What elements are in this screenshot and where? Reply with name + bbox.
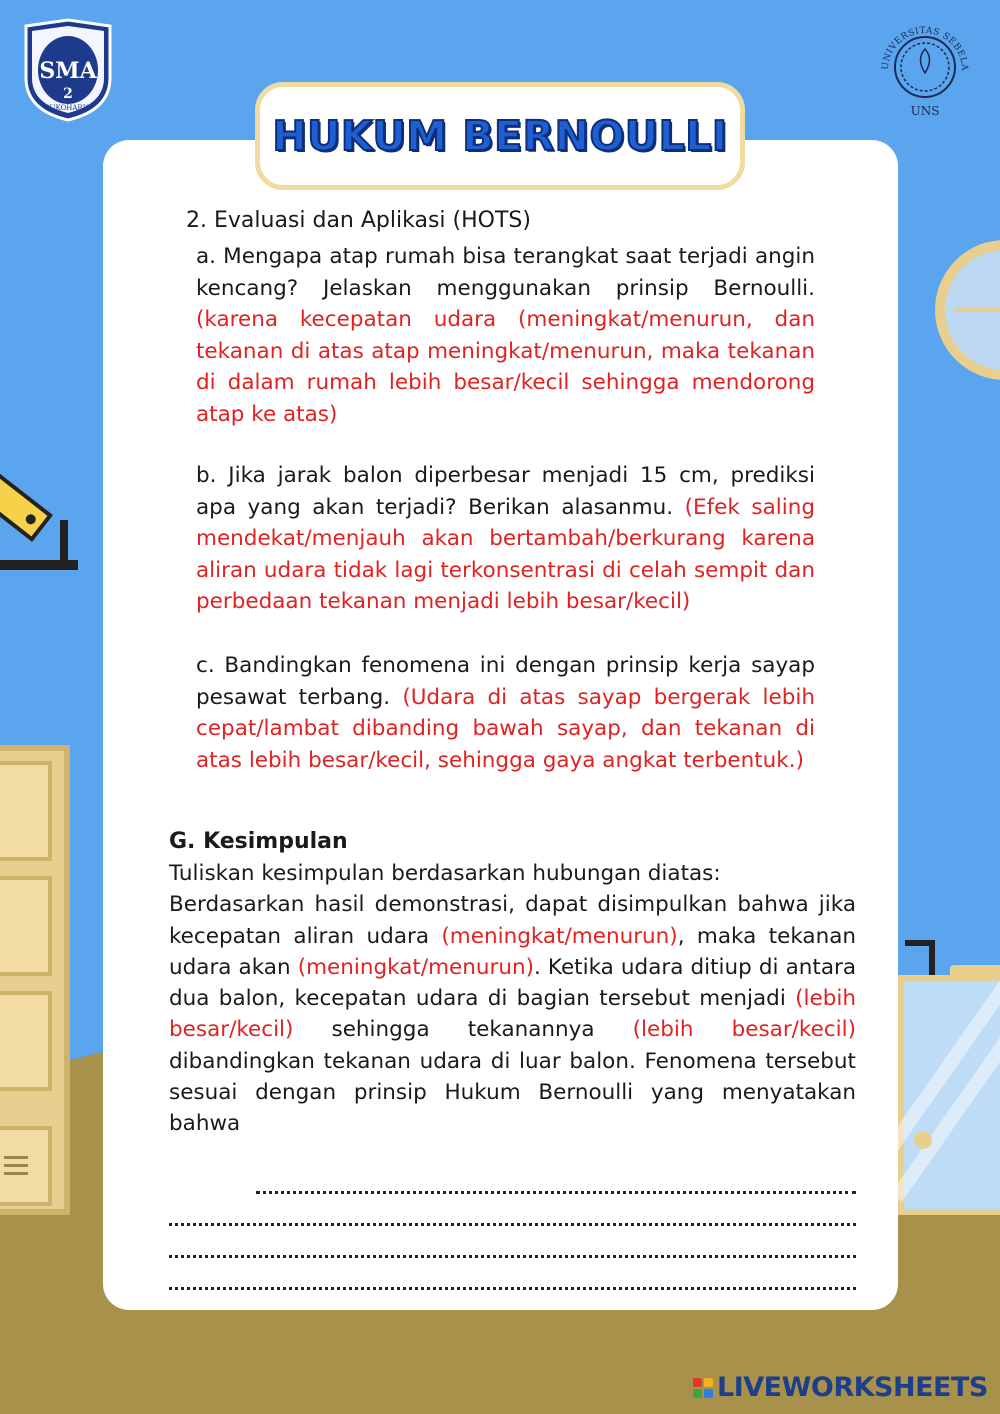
answer-line[interactable] <box>169 1254 856 1258</box>
wall-clock <box>935 240 1000 380</box>
conclusion-blank-2[interactable]: (meningkat/menurun) <box>297 954 534 980</box>
brand-square <box>693 1389 702 1398</box>
university-logo-caption: UNS <box>910 104 940 118</box>
conclusion-body <box>169 858 856 1140</box>
school-logo-letters: SMA <box>39 58 97 84</box>
lab-tool-post <box>60 520 68 565</box>
shelf-slot <box>0 991 52 1091</box>
liveworksheets-text: LIVEWORKSHEETS <box>717 1372 988 1403</box>
university-logo-ring-text: UNIVERSITAS SEBELA <box>880 25 970 72</box>
answer-line[interactable] <box>169 1286 856 1290</box>
conclusion-heading: G. Kesimpulan <box>169 829 348 854</box>
question-a <box>196 241 815 430</box>
school-logo <box>20 18 116 122</box>
brand-square <box>704 1389 713 1398</box>
conclusion-blank-1[interactable]: (meningkat/menurun) <box>441 923 678 949</box>
answer-line[interactable] <box>256 1190 856 1194</box>
liveworksheets-brand[interactable] <box>693 1372 988 1403</box>
school-logo-caption: SUKOHARJO <box>44 104 92 112</box>
brand-square <box>704 1378 713 1387</box>
lab-tool-arm <box>0 472 53 542</box>
conclusion-text: dibandingkan tekanan udara di luar balon. Fenomena tersebut sesuai dengan prinsip Hukum Bernoulli yang menyatakan bahwa <box>169 1048 856 1137</box>
question-a-answer: (karena kecepatan udara (meningkat/menurun, dan tekanan di atas atap meningkat/menurun, maka tekanan di dalam rumah lebih besar/kecil sehingga mendorong atap ke atas) <box>196 307 815 427</box>
question-b <box>196 460 815 618</box>
lab-tool-base <box>0 560 78 570</box>
question-b-text: b. Jika jarak balon diperbesar menjadi 15 cm, prediksi apa yang akan terjadi? Berikan alasanmu. <box>196 463 815 520</box>
question-a-text: a. Mengapa atap rumah bisa terangkat saat terjadi angin kencang? Jelaskan menggunakan prinsip Bernoulli. <box>196 244 815 301</box>
shelf-slot <box>0 876 52 976</box>
bookshelf-left <box>0 745 70 1215</box>
lab-stand <box>905 940 935 975</box>
question-b-answer: (Efek saling mendekat/menjauh akan bertambah/berkurang karena aliran udara tidak lagi terkonsentrasi di celah sempit dan perbedaan tekanan menjadi lebih besar/kecil) <box>196 494 815 614</box>
brand-square <box>693 1378 702 1387</box>
title-banner <box>255 82 745 190</box>
conclusion-blank-4[interactable]: (lebih besar/kecil) <box>632 1017 856 1043</box>
question-c <box>196 650 815 776</box>
conclusion-text: Berdasarkan hasil demonstrasi, dapat disimpulkan bahwa jika kecepatan aliran udara <box>169 892 856 949</box>
conclusion-text: , maka tekanan udara akan <box>169 923 857 980</box>
answer-line[interactable] <box>169 1222 856 1226</box>
question-c-text: c. Bandingkan fenomena ini dengan prinsip kerja sayap pesawat terbang. <box>196 653 815 710</box>
university-logo <box>870 15 980 125</box>
clock-hand <box>955 308 1000 312</box>
page-title: HUKUM BERNOULLI <box>272 112 728 160</box>
shelf-slot <box>0 761 52 861</box>
conclusion-text: sehingga tekanannya <box>293 1017 633 1043</box>
drawer-handle <box>4 1156 28 1180</box>
question-c-answer: (Udara di atas sayap bergerak lebih cepat/lambat dibanding bawah sayap, dan tekanan di atas lebih besar/kecil, sehingga gaya angkat terbentuk.) <box>196 684 815 773</box>
school-logo-number: 2 <box>63 86 73 102</box>
hots-heading: 2. Evaluasi dan Aplikasi (HOTS) <box>186 208 531 233</box>
conclusion-blank-3[interactable]: (lebih besar/kecil) <box>169 986 856 1043</box>
liveworksheets-icon <box>693 1378 713 1398</box>
conclusion-prompt: Tuliskan kesimpulan berdasarkan hubungan diatas: <box>169 861 721 886</box>
glass-cabinet-right <box>898 975 1000 1215</box>
conclusion-text: . Ketika udara ditiup di antara dua balon, kecepatan udara di bagian tersebut menjadi <box>169 954 857 1012</box>
cabinet-knob <box>914 1131 932 1149</box>
